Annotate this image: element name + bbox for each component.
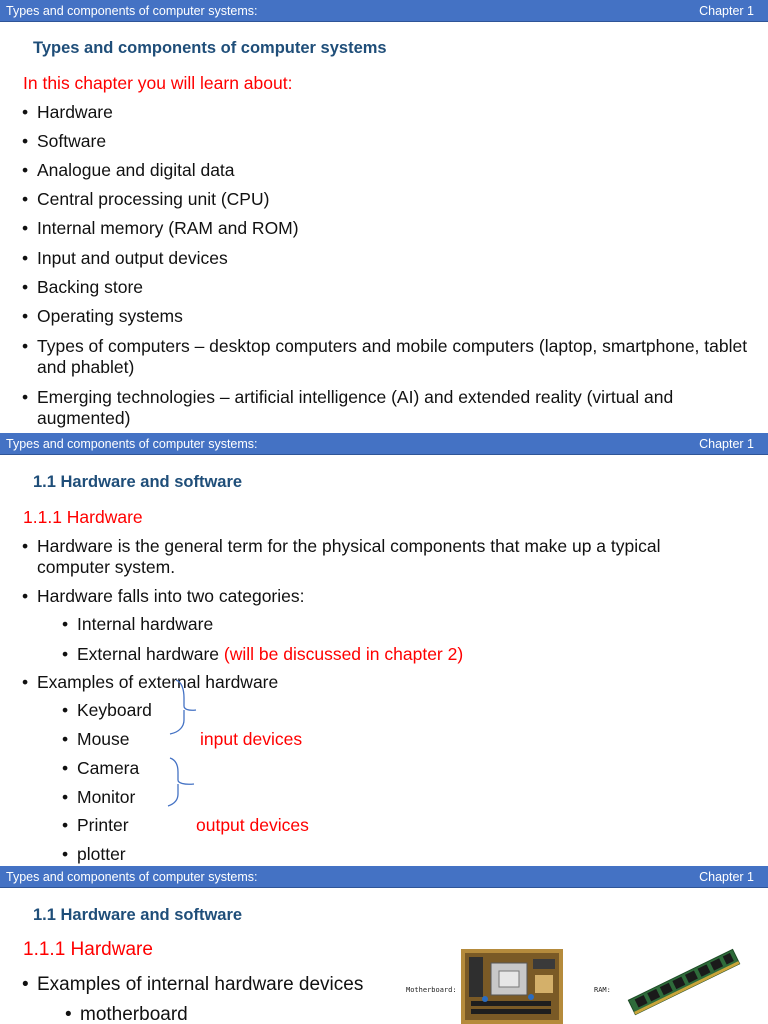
output-devices-label: output devices [196, 815, 309, 835]
list-item: • Internal hardware [62, 614, 214, 634]
slide-title: Types and components of computer systems [33, 39, 387, 57]
ram-module-image [624, 946, 744, 1018]
paragraph: • Hardware is the general term for the physical components that make up a typical computer system. [22, 536, 661, 577]
list-item: • Operating systems [22, 306, 183, 326]
list-item: • Backing store [22, 277, 144, 297]
chapter-note: (will be discussed in chapter 2) [223, 644, 464, 664]
header-bar [0, 0, 768, 22]
header-title: Types and components of computer systems: [6, 4, 258, 18]
list-item: • Software [22, 131, 107, 151]
slide-title: 1.1 Hardware and software [33, 473, 243, 491]
list-item: • Types of computers – desktop computers and mobile computers (laptop, smartphone, tablet and phablet) [22, 336, 748, 377]
list-item: • plotter [62, 844, 126, 864]
header-chapter: Chapter 1 [699, 4, 754, 18]
list-item: • Camera [62, 758, 140, 778]
header-bar [0, 866, 768, 888]
header-chapter: Chapter 1 [699, 870, 754, 884]
paragraph: • Examples of internal hardware devices [22, 974, 364, 995]
list-item: • External hardware (will be discussed in chapter 2) [62, 644, 464, 664]
list-item: • Printer [62, 815, 129, 835]
list-item: • Hardware [22, 102, 113, 122]
paragraph: • Examples of external hardware [22, 672, 279, 692]
header-chapter: Chapter 1 [699, 437, 754, 451]
list-item: • Analogue and digital data [22, 160, 235, 180]
header-title: Types and components of computer systems: [6, 437, 258, 451]
slide-3 [0, 866, 768, 1024]
list-item: • Keyboard [62, 700, 152, 720]
list-item: • Emerging technologies – artificial intelligence (AI) and extended reality (virtual and augmented) [22, 387, 674, 428]
list-item: • Internal memory (RAM and ROM) [22, 218, 299, 238]
header-title: Types and components of computer systems: [6, 870, 258, 884]
section-subtitle: 1.1.1 Hardware [23, 939, 153, 960]
header-bar [0, 433, 768, 455]
list-item: • Input and output devices [22, 248, 228, 268]
list-item: • Monitor [62, 787, 136, 807]
slide-title: 1.1 Hardware and software [33, 906, 243, 924]
list-item: • motherboard [65, 1004, 188, 1024]
slide-2 [0, 433, 768, 866]
output-bracket [168, 758, 194, 806]
chapter-intro: In this chapter you will learn about: [23, 73, 293, 93]
list-item: • Mouse [62, 729, 130, 749]
input-bracket [170, 680, 196, 734]
ram-caption: RAM: [594, 986, 611, 994]
list-item: • Central processing unit (CPU) [22, 189, 270, 209]
paragraph: • Hardware falls into two categories: [22, 586, 305, 606]
section-subtitle: 1.1.1 Hardware [23, 507, 143, 527]
motherboard-caption: Motherboard: [406, 986, 457, 994]
input-devices-label: input devices [200, 729, 303, 749]
slide-1 [0, 0, 768, 433]
motherboard-image [461, 949, 563, 1024]
